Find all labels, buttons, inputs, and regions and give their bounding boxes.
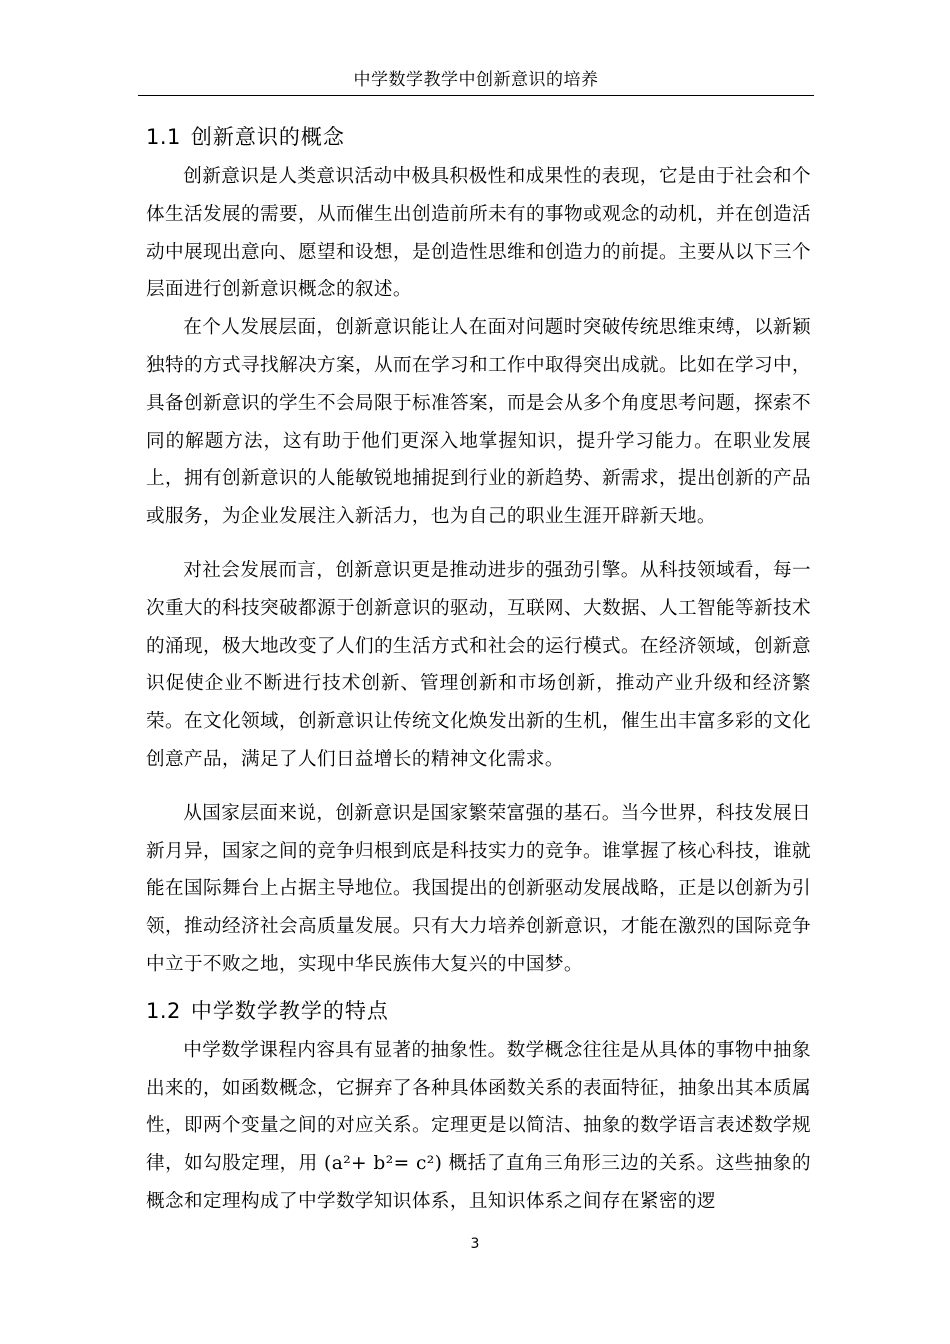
section-number: 1.2 — [146, 998, 181, 1023]
paragraph: 创新意识是人类意识活动中极具积极性和成果性的表现，它是由于社会和个体生活发展的需要，从而催生出创造前所未有的事物或观念的动机，并在创造活动中展现出意向、愿望和设想，是创造性思维和创造力的前提。主要从以下三个层面进行创新意识概念的叙述。 — [146, 166, 811, 301]
section-1-1 — [146, 120, 811, 984]
running-header: 中学数学教学中创新意识的培养 — [353, 70, 599, 90]
page-body — [146, 120, 811, 1221]
paragraph: 在个人发展层面，创新意识能让人在面对问题时突破传统思维束缚，以新颖独特的方式寻找解决方案，从而在学习和工作中取得突出成就。比如在学习中，具备创新意识的学生不会局限于标准答案，而是会从多个角度思考问题，探索不同的解题方法，这有助于他们更深入地掌握知识，提升学习能力。在职业发展上，拥有创新意识的人能敏锐地捕捉到行业的新趋势、新需求，提出创新的产品或服务，为企业发展注入新活力，也为自己的职业生涯开辟新天地。 — [146, 317, 811, 528]
section-number: 1.1 — [146, 125, 181, 149]
section-heading — [146, 994, 811, 1032]
header-rule — [138, 95, 814, 96]
section-heading — [146, 120, 811, 158]
section-1-2 — [146, 994, 811, 1221]
section-title: 中学数学教学的特点 — [190, 998, 389, 1023]
paragraph: 中学数学课程内容具有显著的抽象性。数学概念往往是从具体的事物中抽象出来的，如函数概念，它摒弃了各种具体函数关系的表面特征，抽象出其本质属性，即两个变量之间的对应关系。定理更是以简洁、抽象的数学语言表述数学规律，如勾股定理，用 (a²+ b²= c²) 概括了直角三角形三边的关系。这些抽象的概念和定理构成了中学数学知识体系，且知识体系之间存在紧密的逻 — [146, 1039, 811, 1212]
paragraph: 从国家层面来说，创新意识是国家繁荣富强的基石。当今世界，科技发展日新月异，国家之间的竞争归根到底是科技实力的竞争。谁掌握了核心科技，谁就能在国际舞台上占据主导地位。我国提出的创新驱动发展战略，正是以创新为引领，推动经济社会高质量发展。只有大力培养创新意识，才能在激烈的国际竞争中立于不败之地，实现中华民族伟大复兴的中国梦。 — [146, 802, 811, 975]
section-title: 创新意识的概念 — [190, 125, 345, 149]
page-number: 3 — [470, 1236, 480, 1252]
paragraph: 对社会发展而言，创新意识更是推动进步的强劲引擎。从科技领域看，每一次重大的科技突破都源于创新意识的驱动，互联网、大数据、人工智能等新技术的涌现，极大地改变了人们的生活方式和社会的运行模式。在经济领域，创新意识促使企业不断进行技术创新、管理创新和市场创新，推动产业升级和经济繁荣。在文化领域，创新意识让传统文化焕发出新的生机，催生出丰富多彩的文化创意产品，满足了人们日益增长的精神文化需求。 — [146, 559, 811, 770]
